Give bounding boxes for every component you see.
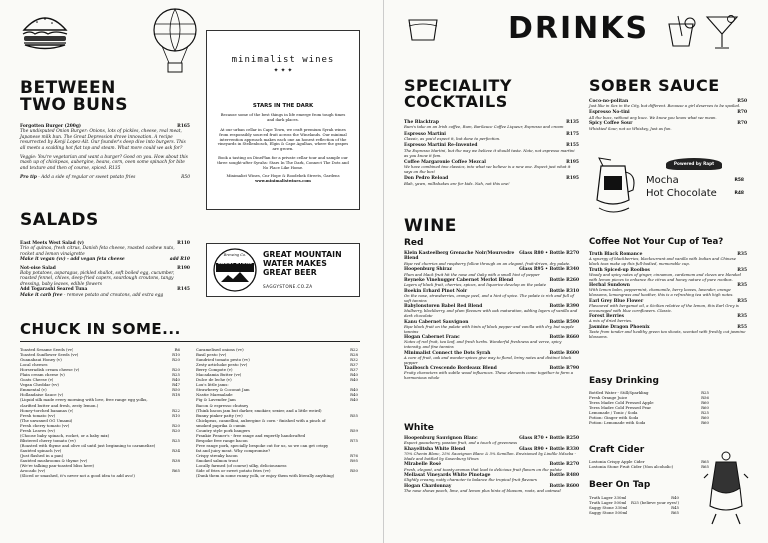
cocktail-item-name: Don Pedro Reload: [404, 176, 449, 182]
beer-item-name: Saggy Stone 500ml: [589, 510, 628, 516]
extra-item-price: R55: [350, 412, 358, 418]
cider-item-price: R65: [701, 464, 709, 470]
minimalist-wines-ad: minimalist wines ✦ ✦ ✦ STARS IN THE DARK Because some of the best things in life emerge from tough times and dark places. At our urban cellar in Cape Town, we craft premium Syrah wines from responsibly sourced fruit across the Winelands. Our minimal intervention approach makes each one an honest reflection of the vineyards in Stellenbosch, Elgin & Cape Agulhas, where the grapes are grown. Book a tasting on DinePlan for a private cellar tour and sample our three sought-after Syrahs: Stars In The Dark, Connect The Dots and No Place Like Home. Minimalist Wines, Cnr Hope & Roodehek Streets, Gardens www.minimalistwines.com: [206, 30, 360, 210]
hot-air-balloon-icon: [150, 8, 200, 78]
red-wine-item-desc: Plum and black fruit hit the nose and Oaky with a small hint of pepper: [404, 271, 540, 277]
extra-item-price: R34: [172, 447, 180, 453]
extra-item-price: R40: [350, 392, 358, 398]
beer-item-name: Truth Lager 330ml: [589, 495, 627, 500]
red-wine-item-name: Kanu Cabernet Sauvignon: [404, 319, 469, 325]
wine-title: WINE: [404, 216, 457, 236]
white-wine-item-desc: 70% Chenin Blanc, 25% Sauvignon Blanc & 5% Semillon. Envisioned by Lindile Ndzaba - Made and bottled by Saxenburg Wines: [404, 451, 576, 461]
extra-item-name: Fresh Leaves (vv): [20, 427, 55, 433]
extra-item-name: Crispy streaky bacon: [196, 452, 238, 458]
extra-item-price: R40: [172, 377, 180, 383]
tea-item-desc: Woody and spicy notes of ginger, cinnamon, cardamom and cloves are blended with lemon pieces to enhance the citrus and honey nature of pure rooibos.: [589, 271, 741, 282]
drinks-title: DRINKS: [508, 11, 650, 46]
extra-item-price: R22: [172, 407, 180, 413]
cocktail-garnish-icon: [664, 14, 698, 50]
extra-item-price: R40: [350, 372, 358, 378]
extra-item-name: clarified butter and fresh, zesty lemon.): [20, 402, 99, 408]
extra-item-price: R28: [350, 352, 358, 358]
white-wine-item-name: Mirabelle Rosé: [404, 462, 442, 468]
cocktail-item-desc: Blah, yawn, milkshakes are for kids. Nah, not this one!: [404, 180, 510, 186]
sober-item: [589, 110, 747, 120]
extra-item-price: R50: [350, 468, 358, 474]
veggie-burger-desc: Veggie: You're vegetarian and want a burger? Good on you. How about this mash up of chickpeas, aubergine, beans, corn, oven some spinach for bite and texture and then of course, spiced. R135: [20, 155, 188, 171]
mocha-section: Mocha R58 Hot Chocolate R48: [646, 175, 744, 199]
extra-item-name: Chickpeas, cannellini, aubergine & corn - finished with a pinch of: [196, 417, 326, 423]
extra-item-price: R95: [350, 458, 358, 464]
easy-drink-item-price: R60: [701, 400, 709, 406]
extra-item-name: fat and juicy meat. Why compromise?: [196, 447, 271, 453]
minimalist-heading: STARS IN THE DARK: [252, 103, 314, 109]
extra-item-name: Bacon & espresso chutney: [196, 402, 249, 408]
tea-item-name: Jasmine Dragon Phoenix: [589, 324, 650, 330]
cocktail-item-desc: Rum's take on an Irish coffee, Rum, BarSauce Coffee Liqueur, Espresso and cream: [404, 124, 564, 130]
extra-item-price: R40: [350, 397, 358, 403]
extra-item-price: R25: [172, 372, 180, 378]
extra-item-name: Fig & Lavender Jam: [196, 397, 236, 403]
tea-item-price: R35: [737, 283, 747, 288]
extra-item-price: R38: [172, 458, 180, 464]
extra-item-price: R37: [350, 362, 358, 368]
red-wine-item-price: Bottle R790: [549, 366, 579, 372]
red-wine-item-price: Glass R95 • Bottle R340: [519, 267, 579, 273]
burger-name: Forgotten Burger (200g): [20, 124, 81, 129]
white-wine-item-desc: Slightly creamy, nutty character to balance the tropical fruit flavours: [404, 477, 538, 483]
white-wine-item-price: Bottle R270: [549, 462, 579, 468]
extra-item: [20, 473, 180, 478]
extra-item-name: (Choose baby spinach, rocket, or a baby mix): [20, 432, 110, 438]
burger-illustration-icon: [20, 10, 70, 52]
tea-item-name: Truth Black Romance: [589, 252, 643, 257]
easy-drink-item-price: R25: [701, 390, 709, 395]
extra-item-name: Plain cream cheese (v): [20, 372, 65, 378]
drinks-menu-page: [384, 0, 768, 543]
burger-desc: The undisputed Onion Burger: Onions, lots of pickles, cheese, real meat, Japanese milk bun. The Great Depression drove innovation. A recipe resurrected by Kenji Lopez-Alt. Our founder's deep dive into burgers. This all meets a scalding hot flat top and steam. What more could we ask for?: [20, 129, 186, 151]
extra-item-name: Sundried tomato pesto (vv): [196, 357, 250, 363]
red-title: Red: [404, 238, 424, 248]
white-wine-item-desc: The nose shows peach, lime, and lemon plus hints of blossom, roots, and oatmeal: [404, 488, 561, 494]
tea-item-name: Truth Spiced-up Rooibos: [589, 267, 650, 273]
extra-item-name: Zesty artichoke pesto (vv): [196, 362, 248, 368]
cocktail-item-desc: Classic, as you'd expect it, but done to perfection.: [404, 136, 501, 142]
cocktail-item: [404, 176, 579, 186]
extra-item-name: Emmental (v): [20, 387, 47, 393]
extra-item-name: Caramelised onions (vv): [196, 347, 244, 352]
red-wine-item-price: Bottle R310: [549, 288, 579, 294]
tea-item-price: R35: [737, 267, 747, 273]
samovar-icon: [702, 448, 750, 528]
extra-item-name: Avocado (vv): [20, 468, 46, 474]
extra-item-price: R75: [350, 437, 358, 443]
cocktail-glass-icon: [406, 14, 440, 44]
cocktail-item-price: R175: [566, 131, 579, 137]
beer-item-price: R25 (believe your eyes!): [631, 500, 679, 506]
extra-item-price: R76: [350, 452, 358, 458]
cocktail-item-name: Coffee Margaronie Coffee Mezcal: [404, 159, 486, 165]
minimalist-wines-logo: minimalist wines: [231, 55, 335, 65]
cocktails-title: SPECIALITY COCKTAILS: [404, 76, 512, 111]
cocktail-item: [404, 160, 579, 175]
red-wine-item: [404, 267, 579, 277]
extra-item-price: R40: [350, 387, 358, 393]
extra-item: [196, 473, 358, 478]
easy-drink-item: [589, 420, 709, 425]
tea-item-desc: A mix of dried berries.: [589, 318, 633, 324]
red-wine-item-desc: Mulberry, blackberry, and plum flavours with oak maturation, adding layers of vanilla and dark chocolate: [404, 308, 578, 319]
easy-drink-item-price: R56: [701, 395, 709, 401]
white-wine-item: [404, 484, 579, 494]
red-wine-item-desc: On the nose, strawberries, orange peel, and a hint of spice. The palate is rich and full of soft tannins: [404, 292, 574, 303]
white-wine-item-desc: Fresh, elegant, and toasty aromas that lead to delicious fruit flavors on the palate: [404, 466, 562, 472]
extra-item-price: R22: [350, 347, 358, 352]
tea-item: [589, 314, 747, 324]
chuck-list-right: [196, 347, 358, 478]
extra-item-name: Toasted Sunflower Seeds (vv): [20, 352, 79, 358]
easy-drink-item-name: Potion: Ginger with Soda: [589, 415, 639, 421]
easy-drink-item-name: Lemonade / Tonic / Soda: [589, 410, 638, 416]
extra-item-name: Lou's little jams:: [196, 382, 229, 388]
white-wine-item: [404, 436, 579, 446]
easy-drink-item-name: Terra Madre Cold Pressed Pear: [589, 405, 652, 411]
tea-item-price: R35: [737, 252, 747, 257]
powered-by-badge: Powered by Rapt: [666, 158, 722, 170]
extra-item-price: R10: [172, 352, 180, 358]
sober-list: [589, 99, 747, 132]
cider-list: [589, 459, 709, 469]
extra-item-name: (Roasted with thyme and olive oil until just beginning to caramelize): [20, 442, 156, 448]
sober-item: [589, 99, 747, 109]
red-wine-item-desc: Fruity characters with subtle wood influences. These elements come together to form a harmonious whole: [404, 370, 574, 381]
white-wine-item-price: Bottle R480: [549, 472, 579, 478]
extra-item-name: Sautéed spinach (vv): [20, 447, 62, 453]
cider-item-name: Lostonia Stone Fruit Cider (Non alcoholic): [589, 464, 674, 470]
red-wine-item-name: Reyneke Vinehugger Cabernet Merlot Blend: [404, 277, 514, 283]
chuck-list-left: [20, 347, 180, 478]
white-wine-item: [404, 462, 579, 472]
red-wine-item: [404, 304, 579, 319]
extra-item-name: Smoked salmon trout: [196, 458, 239, 464]
extra-item-name: Fresh cherry tomato (vv): [20, 422, 70, 428]
red-wine-item: [404, 278, 579, 288]
cider-item-price: R65: [701, 459, 709, 464]
white-wine-item-price: Glass R70 • Bottle R250: [519, 436, 579, 441]
tea-item-name: Earl Grey Blue Flower: [589, 298, 644, 304]
cocktails-list: [404, 120, 579, 187]
tea-item-price: R35: [737, 314, 747, 319]
extra-item-price: R37: [350, 367, 358, 373]
cocktail-item-name: The Blacktrap: [404, 120, 439, 125]
easy-drink-item-name: Terra Madre Cold Pressed Apple: [589, 400, 654, 406]
tea-item: [589, 283, 747, 298]
easy-drink-item-name: Bottled Water - Still/Sparkling: [589, 390, 649, 395]
white-wine-list: [404, 436, 579, 494]
red-wine-item-desc: A core of fruit, oak and wonder spices give way to floral, briny notes and distinct black pepper: [404, 354, 572, 365]
red-wine-item: [404, 320, 579, 335]
extra-item-price: R10: [172, 412, 180, 418]
white-wine-item-desc: Expect gooseberry, passion fruit, and a touch of greenness: [404, 440, 518, 446]
tea-item: [589, 252, 747, 267]
red-wine-item: [404, 366, 579, 381]
cocktail-item-price: R195: [566, 176, 579, 182]
extra-item-price: R6: [174, 347, 180, 352]
extra-item-name: Berry Compote (v): [196, 367, 233, 373]
white-wine-item-name: Hogan Chardonnay: [404, 483, 452, 489]
easy-drink-item-price: R60: [701, 415, 709, 421]
tea-item-name: Forest Berries: [589, 314, 625, 319]
tea-item: [589, 299, 747, 314]
tea-title: Coffee Not Your Cup of Tea?: [589, 237, 724, 247]
extra-item-name: (We're talking pan-toasted bliss here): [20, 463, 95, 469]
extra-item-price: R47: [172, 382, 180, 388]
tea-list: [589, 252, 747, 340]
red-wine-item-price: Bottle R660: [549, 335, 579, 341]
cocktail-item: [404, 132, 579, 142]
extra-item-price: R59: [350, 427, 358, 433]
easy-drink-item-price: R25: [701, 410, 709, 416]
extra-item-name: Toasted Sesame Seeds (vv): [20, 347, 74, 352]
extra-item-name: smoked paprika & cumin: [196, 422, 246, 428]
extra-item-name: Goats Cheese (v): [20, 377, 54, 383]
tea-item-desc: With lemon balm, peppermint, chamomile, berry leaves, lavender, orange blossoms, lemongrass and heather, this is a refreshing tea with high notes.: [589, 287, 734, 298]
sober-item-price: R50: [737, 99, 747, 104]
white-wine-item: [404, 473, 579, 483]
sober-item-name: Spicy Coffee Sour: [589, 121, 633, 127]
extra-item-name: (Dunk them in some runny yolk, or enjoy them with literally anything): [196, 473, 335, 479]
cocktail-item: [404, 120, 579, 130]
red-wine-item-name: Minimalist Connect the Dots Syrah: [404, 350, 491, 356]
white-wine-item-name: Khayelitsha White Blend: [404, 446, 466, 452]
extra-item-price: R20: [172, 357, 180, 363]
beer-item-price: R40: [671, 495, 679, 500]
extra-item-name: (The unwaxed OG Umami): [20, 417, 73, 423]
red-wine-item: [404, 289, 579, 304]
extra-item-name: Local cheeses: [20, 362, 48, 368]
extra-item-price: R25: [172, 437, 180, 443]
coffee-pot-icon: [589, 150, 639, 218]
extra-item-name: Honey-torched bananas (v): [20, 407, 74, 413]
easy-drinking-title: Easy Drinking: [589, 376, 659, 386]
red-wine-item-desc: Ripe black fruit on the palate with hints of black pepper and vanilla with dry, but supple tannins: [404, 323, 574, 334]
chuck-title: CHUCK IN SOME...: [20, 320, 181, 338]
extra-item-name: Macadamia Butter (vv): [196, 372, 242, 378]
red-wine-item-name: Taaibosch Crescendo Bordeaux Blend: [404, 366, 497, 372]
extra-item-name: Hollandaise Sauce (v): [20, 392, 64, 398]
cocktail-item-desc: We have combined two classics, into what we believe is a new one. Expect just what it says on the box!: [404, 164, 571, 175]
extra-item-name: Free range pork, specially bespoke cut for us, so we can get crispy: [196, 442, 329, 448]
red-wine-item: [404, 251, 579, 267]
beer-list: [589, 495, 679, 515]
tea-item-desc: Flavoured with bergamot oil, a Sicilian relative of the lemon, this Earl Grey is encouraged with blue cornflowers. Classic.: [589, 302, 739, 313]
beer-item-name: Saggy Stone 330ml: [589, 505, 628, 511]
red-wine-item-price: Bottle R390: [549, 304, 579, 310]
sober-item-desc: Just like in Sex in the City, but different. Because a girl deserves to be spoiled.: [589, 103, 741, 109]
tea-item-price: R35: [737, 298, 747, 304]
extra-item-name: Side of fries or sweet potato fries (vv): [196, 468, 271, 474]
cider-item-name: Lostonia Crispy Apple Cider: [589, 459, 645, 464]
extra-item-name: Frankie Fenner's - free range and expertly handcrafted: [196, 432, 306, 438]
cocktail-item-name: Espresso Martini Re-Invented: [404, 143, 478, 149]
red-wine-item: [404, 335, 579, 350]
extra-item-price: R20: [172, 367, 180, 373]
saggy-stone-ad: SAGGY STONE Brewing Co. GREAT MOUNTAIN WATER MAKES GREAT BEER SAGGYSTONE.CO.ZA: [206, 243, 360, 297]
extra-item-price: R65: [172, 468, 180, 474]
sober-item-desc: All the buzz, without any buzz. We know you know what we mean.: [589, 114, 717, 120]
red-wine-item-price: Bottle R600: [549, 350, 579, 356]
extra-item-name: Blistered cherry tomato (vv): [20, 437, 76, 443]
extra-item-name: Sautéed mushrooms & thyme (vv): [20, 458, 88, 464]
white-wine-item-name: Hoopenburg Sauvignon Blanc: [404, 436, 478, 441]
tea-item-name: Herbal Sundown: [589, 283, 630, 288]
tea-item-desc: A synergy of blackberries, blackcurrant and vanilla with Indian and Chinese black teas make up this full-bodied, memorable cup.: [589, 256, 736, 267]
extra-item-name: Fresh tomato (vv): [20, 412, 56, 418]
extra-item-name: Horseradish cream cheese (v): [20, 367, 80, 373]
burgers-section: Forgotten Burger (200g) R165 The undisputed Onion Burger: Onions, lots of pickles, cheese, real meat, Japanese milk bun. The Great Depression drove innovation. A recipe resurrected by Kenji Lopez-Alt. Our founder's deep dive into burgers. This all meets a scalding hot flat top and steam. What more could we ask for? Veggie: You're vegetarian and want a burger? Good on you. How about this mash up of chickpeas, aubergine, beans, corn, oven some spinach for bite and texture and then of course, spiced. R135 Pro tip - Add a side of regular or sweet potato fries R50: [20, 124, 190, 181]
red-wine-item-name: Hogan Cabernet Franc: [404, 335, 460, 341]
red-wine-item-desc: Ripe red cherries and raspberry follow through on an elegant, fruit-driven, dry palate.: [404, 260, 571, 266]
cocktail-item-name: Espresso Martini: [404, 131, 446, 137]
extra-item-price: R32: [350, 357, 358, 363]
red-wine-item-desc: Notes of red fruit, tea leaf, and fresh herbs. Wonderful freshness and verve, spicy intensity, and fine tannins: [404, 339, 562, 350]
sober-item: [589, 121, 747, 131]
cocktail-item-desc: The Espresso Martini, but the way we believe it should taste. Note, not espresso martini as you know it fam.: [404, 147, 575, 158]
tea-item-price: R55: [737, 324, 747, 330]
easy-drinking-list: [589, 390, 709, 425]
extra-item-name: (Sliced or smashed, it's never not a good idea to add avo!): [20, 473, 135, 479]
cocktail-item-price: R135: [566, 120, 579, 125]
extra-item-name: Bunny pinker patty (vv): [196, 412, 243, 418]
extra-item-name: (Just flashed in a pan): [20, 452, 64, 458]
beer-item-price: R65: [671, 510, 679, 516]
cocktail-item: [404, 143, 579, 158]
extra-item-name: Basil pesto (vv): [196, 352, 227, 358]
extra-item-name: Strawberry & Coconut Jam: [196, 387, 250, 393]
salads-section: East Meets West Salad (v) R110 Trio of quinoa, fresh citrus, Danish feta cheese, roasted cashew nuts, rocket and lemon vinaigrette Make it vegan (vv) - add vegan feta cheese add R10 Not-oise Salad R190 Baby potatoes, asparagus, pickled shallot, soft boiled egg, cucumber, roasted fennel, chives, deep-fried capers, sourdough croutons, tangy dressing, baby leaves, edible flowers Add Togarashi Seared Tuna R145 Make it carb free - remove potato and croutons, add extra egg: [20, 241, 190, 298]
sober-item-price: R70: [737, 121, 747, 127]
cocktail-item-price: R195: [566, 159, 579, 165]
easy-drink-item-name: Fresh Orange Juice: [589, 395, 628, 401]
extra-item-price: R50: [172, 387, 180, 393]
red-wine-item: [404, 351, 579, 366]
extra-item-name: Vegan Cheddar (vv): [20, 382, 59, 388]
beer-item: [589, 510, 679, 515]
extra-item-name: (Liquid silk made every morning with love, free range egg yolks,: [20, 397, 148, 403]
sober-item-name: Espresso No-tini: [589, 110, 630, 116]
sober-item-desc: Whiskied Sour, not so Whiskey, Just as fun.: [589, 125, 672, 131]
sober-item-price: R70: [737, 110, 747, 116]
red-wine-item-price: Glass R80 • Bottle R270: [519, 251, 579, 256]
extra-item-price: R20: [172, 427, 180, 433]
extra-item-name: Nastie Marmalade: [196, 392, 233, 398]
white-wine-item-name: Mellasat Vineyards White Pinotage: [404, 472, 491, 478]
extra-item-name: Locally farmed (of course) silky, deliciousness: [196, 463, 287, 469]
red-wine-item-price: Bottle R590: [549, 319, 579, 325]
salads-title: SALADS: [20, 210, 99, 230]
extra-item-name: Country style pork bangers: [196, 427, 250, 433]
cider-item: [589, 464, 709, 469]
red-wine-item-name: Babylonstoren Babel Red Blend: [404, 304, 483, 310]
extra-item-name: Dulce de leche (v): [196, 377, 232, 383]
beer-item-name: Truth Lager 500ml: [589, 500, 627, 506]
red-wine-item-name: Klein Kasteelberg Grenache Noir/Mourvedre Blend: [404, 251, 515, 262]
tea-item: [589, 268, 747, 283]
red-wine-list: [404, 251, 579, 381]
white-title: White: [404, 423, 434, 433]
easy-drink-item-name: Potion: Lemonade with Soda: [589, 420, 646, 426]
tea-item-desc: Taste from tender and healthy green tea shoots, scented with freshly cut jasmine blossoms.: [589, 329, 746, 339]
white-wine-item-price: Bottle R600: [549, 483, 579, 489]
cider-title: Craft Cider: [589, 445, 645, 455]
sober-item-name: Coco-no-politan: [589, 99, 629, 104]
extra-item-price: R20: [172, 422, 180, 428]
white-wine-item: [404, 447, 579, 462]
sober-title: SOBER SAUCE: [589, 76, 720, 95]
extra-item-price: R18: [172, 392, 180, 398]
beer-title: Beer On Tap: [589, 480, 651, 490]
extra-item-name: Bespoke free range bacon: [196, 437, 248, 443]
martini-glass-icon: [704, 12, 740, 52]
burgers-title: BETWEEN TWO BUNS: [20, 78, 128, 115]
red-wine-item-name: Boekin Erhard Pinot Noir: [404, 288, 468, 294]
white-wine-item-price: Glass R90 • Bottle R330: [519, 446, 579, 452]
red-wine-item-desc: Layers of black fruit, cherries, spices, and liquorice develop on the palate: [404, 282, 547, 288]
extra-item-name: Guanabaui Honey (v): [20, 357, 62, 363]
cocktail-item-price: R155: [566, 143, 579, 149]
extra-item-price: R40: [350, 377, 358, 383]
red-wine-item-name: Hoopenburg Shiraz: [404, 267, 452, 273]
beer-item-price: R45: [671, 505, 679, 511]
tea-item: [589, 325, 747, 340]
red-wine-item-price: Bottle R260: [549, 277, 579, 283]
saggy-slogan: GREAT MOUNTAIN WATER MAKES GREAT BEER: [263, 250, 342, 277]
extra-item-name: (Think bacon jam but darker, smokier, sexier, and a little weird): [196, 407, 322, 413]
easy-drink-item-price: R60: [701, 405, 709, 411]
easy-drink-item-price: R60: [701, 420, 709, 426]
